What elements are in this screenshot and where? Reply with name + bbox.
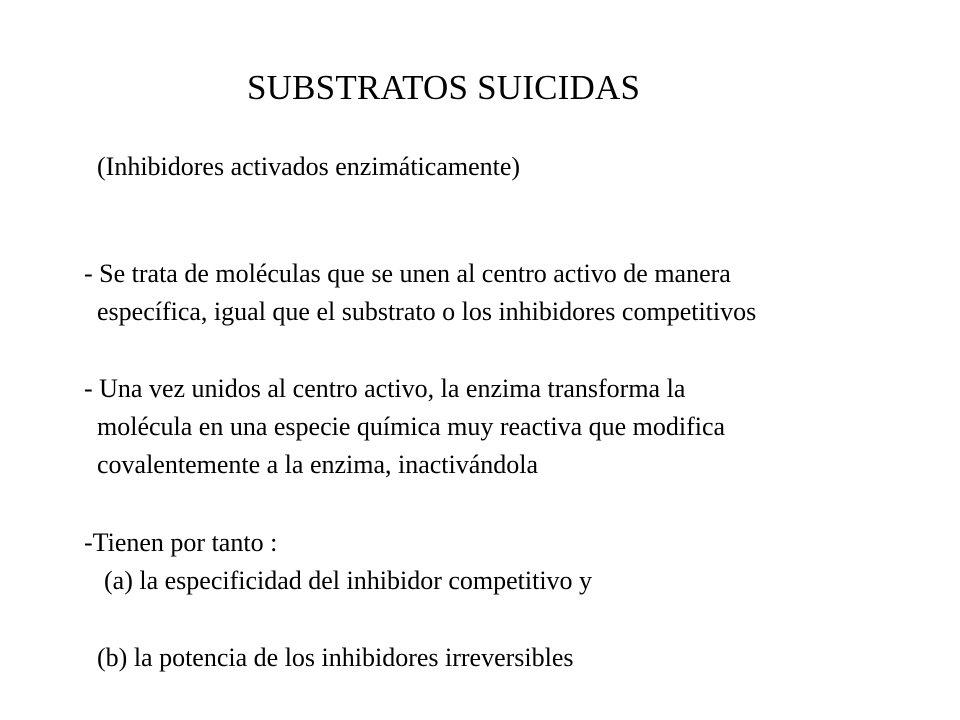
bullet-2-line-2: molécula en una especie química muy reactiva que modifica [97, 412, 726, 441]
bullet-2-line-3: covalentemente a la enzima, inactivándola [97, 450, 539, 479]
slide-title: SUBSTRATOS SUICIDAS [247, 68, 641, 107]
bullet-1-line-1: - Se trata de moléculas que se unen al centro activo de manera [84, 259, 731, 288]
bullet-2-line-1: - Una vez unidos al centro activo, la enzima transforma la [84, 374, 686, 403]
bullet-3-line-1: -Tienen por tanto : [84, 528, 278, 557]
slide-subtitle: (Inhibidores activados enzimáticamente) [97, 152, 521, 181]
bullet-1-line-2: específica, igual que el substrato o los inhibidores competitivos [97, 297, 757, 326]
bullet-3-item-a: (a) la especificidad del inhibidor competitivo y [104, 566, 593, 595]
bullet-3-item-b: (b) la potencia de los inhibidores irreversibles [97, 643, 574, 672]
